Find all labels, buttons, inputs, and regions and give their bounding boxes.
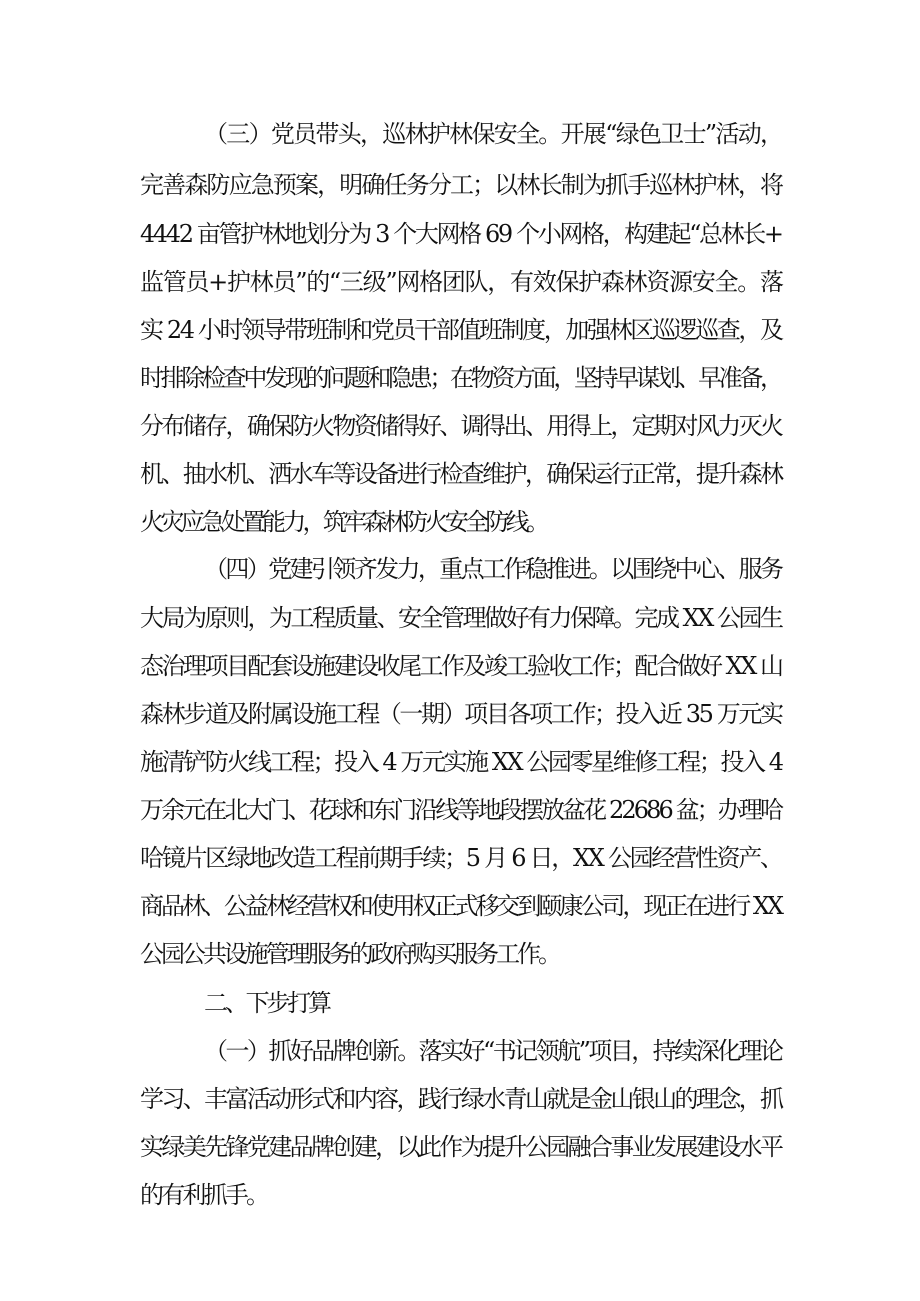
text-line-content: （四）党建引领齐发力，重点工作稳推进。以围绕中心、服务: [204, 555, 782, 583]
text-line-content: 实绿美先锋党建品牌创建，以此作为提升公园融合事业发展建设水平: [140, 1133, 782, 1161]
text-line: [0, 935, 920, 973]
text-line: [0, 743, 920, 781]
text-line-content: 实 24 小时领导带班制和党员干部值班制度，加强林区巡逻巡查，及: [140, 316, 782, 344]
text-line: [0, 695, 920, 733]
text-line: [0, 407, 920, 445]
text-line: [0, 263, 920, 301]
text-line-content: 施清铲防火线工程；投入 4 万元实施 XX 公园零星维修工程；投入 4: [140, 748, 782, 776]
text-line: [0, 839, 920, 877]
text-line: [0, 791, 920, 829]
text-line-content: （一）抓好品牌创新。落实好“书记领航”项目，持续深化理论: [204, 1037, 782, 1065]
text-line-content: 监管员+护林员”的“三级”网格团队，有效保护森林资源安全。落: [140, 268, 783, 296]
text-line-content: 公园公共设施管理服务的政府购买服务工作。: [140, 940, 559, 968]
text-line-content: 态治理项目配套设施建设收尾工作及竣工验收工作；配合做好 XX 山: [140, 652, 782, 680]
section-heading-text: 二、下步打算: [204, 989, 329, 1017]
text-line: [0, 503, 920, 541]
text-line-content: （三）党员带头，巡林护林保安全。开展“绿色卫士”活动，: [204, 120, 783, 148]
text-line: [0, 1176, 920, 1214]
text-line-content: 商品林、公益林经营权和使用权正式移交到颐康公司，现正在进行 XX: [140, 892, 781, 920]
text-line-content: 时排除检查中发现的问题和隐患；在物资方面，坚持早谋划、早准备，: [140, 364, 781, 392]
text-line: [0, 166, 920, 204]
text-line-content: 4442 亩管护林地划分为 3 个大网格 69 个小网格，构建起“总林长+: [140, 220, 782, 248]
text-line: [0, 1032, 920, 1070]
text-line: [0, 647, 920, 685]
section-heading: [0, 984, 920, 1022]
text-line: [0, 550, 920, 588]
text-line-content: 火灾应急处置能力，筑牢森林防火安全防线。: [140, 508, 547, 536]
text-line-content: 分布储存，确保防火物资储得好、调得出、用得上，定期对风力灭火: [140, 412, 782, 440]
text-line: [0, 1080, 920, 1118]
text-line-content: 万余元在北大门、花球和东门沿线等地段摆放盆花 22686 盆；办理哈: [140, 796, 782, 824]
text-line: [0, 215, 920, 253]
text-line: [0, 359, 920, 397]
text-line: [0, 1128, 920, 1166]
text-line-content: 学习、丰富活动形式和内容，践行绿水青山就是金山银山的理念，抓: [140, 1085, 782, 1113]
text-line-content: 森林步道及附属设施工程（一期）项目各项工作；投入近 35 万元实: [140, 700, 782, 728]
text-line-content: 完善森防应急预案，明确任务分工；以林长制为抓手巡林护林，将: [140, 171, 783, 199]
text-line-content: 大局为原则，为工程质量、安全管理做好有力保障。完成 XX 公园生: [140, 604, 782, 632]
text-line-content: 的有利抓手。: [140, 1181, 268, 1209]
text-line: [0, 311, 920, 349]
text-line-content: 机、抽水机、洒水车等设备进行检查维护，确保运行正常，提升森林: [140, 460, 782, 488]
text-line: [0, 115, 920, 153]
text-line: [0, 599, 920, 637]
text-line: [0, 887, 920, 925]
text-line-content: 哈镜片区绿地改造工程前期手续；5 月 6 日，XX 公园经营性资产、: [140, 844, 782, 872]
text-line: [0, 455, 920, 493]
